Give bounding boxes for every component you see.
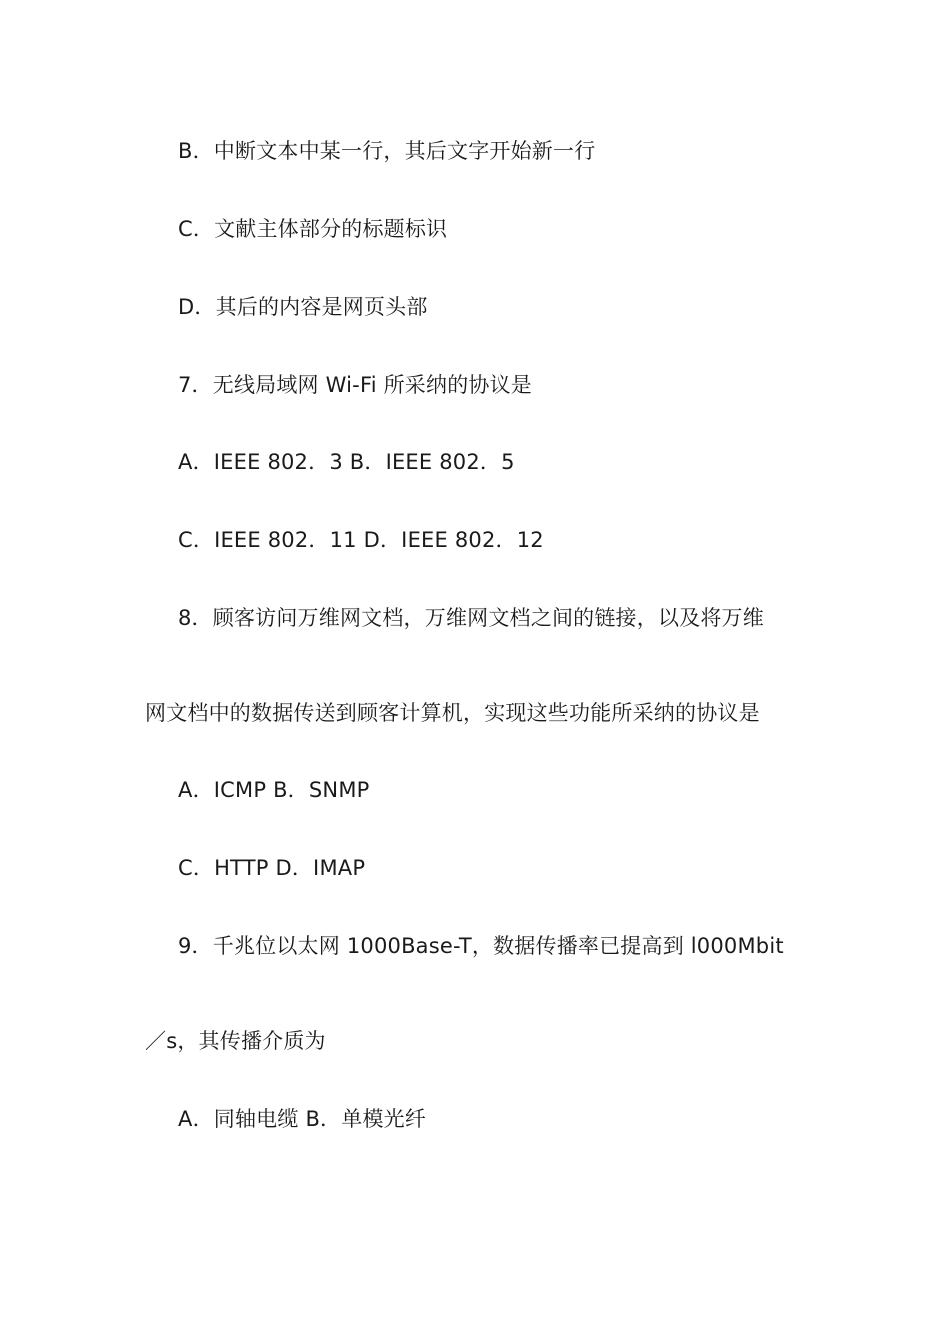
question-9-line-2: ／s，其传播介质为: [145, 1029, 326, 1053]
question-9-line-1: 9．千兆位以太网 1000Base-T，数据传播率已提高到 l000Mbit: [178, 934, 784, 958]
option-c-q6: C．文献主体部分的标题标识: [178, 217, 448, 241]
options-ab-q9: A．同轴电缆 B．单模光纤: [178, 1107, 427, 1131]
question-7: 7．无线局域网 Wi-Fi 所采纳的协议是: [178, 373, 533, 397]
option-b-q6: B．中断文本中某一行，其后文字开始新一行: [178, 139, 596, 163]
question-8-line-2: 网文档中的数据传送到顾客计算机，实现这些功能所采纳的协议是: [145, 701, 760, 725]
question-8-line-1: 8．顾客访问万维网文档，万维网文档之间的链接，以及将万维: [178, 606, 764, 630]
option-d-q6: D．其后的内容是网页头部: [178, 295, 428, 319]
options-cd-q7: C．IEEE 802．11 D．IEEE 802．12: [178, 528, 544, 552]
options-ab-q8: A．ICMP B．SNMP: [178, 778, 370, 802]
options-cd-q8: C．HTTP D．IMAP: [178, 856, 366, 880]
options-ab-q7: A．IEEE 802．3 B．IEEE 802．5: [178, 450, 515, 474]
